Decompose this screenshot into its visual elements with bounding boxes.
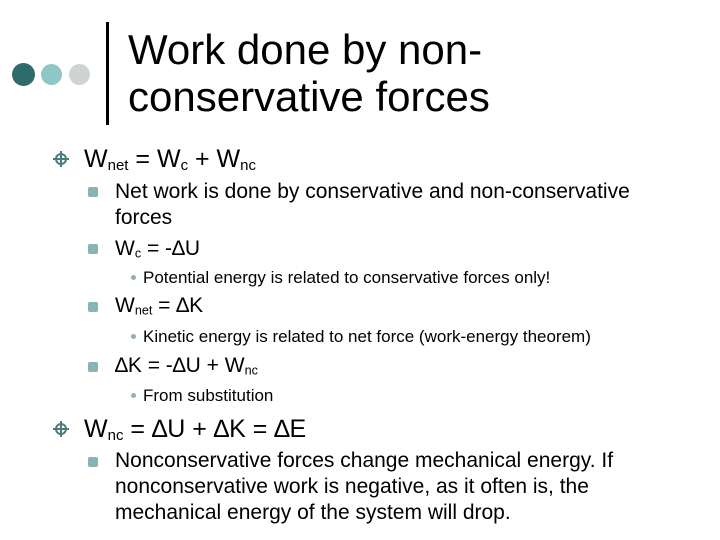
net-work-text-line-1: Net work is done by conservative and non-conservative [115,180,630,203]
equation-work-energy [115,294,203,318]
equation-nonconservative-work [84,414,306,444]
bullet-dot-icon [131,334,136,339]
eq-w: W [115,294,135,317]
eq-sub-net: net [134,303,153,318]
equation-substitution [115,354,258,378]
decorative-dot-dark [12,63,35,86]
bullet-square-icon [88,362,98,372]
mechanical-energy-text-line-2: nonconservative work is negative, as it often is, the [115,475,589,498]
potential-energy-note: Potential energy is related to conservative forces only! [143,268,551,287]
eq-w: W [115,237,135,260]
slide-title [128,26,688,120]
substitution-note: From substitution [143,386,274,405]
bullet-square-icon [88,187,98,197]
bullet-dot-icon [131,393,136,398]
eq-rest: = ∆U + ∆K = ∆E [123,415,307,443]
eq-sub-nc: nc [240,157,256,174]
eq-plus-w: + W [188,145,241,173]
eq-sub-c: c [180,157,189,174]
eq-text: ∆K = -∆U + W [115,354,245,377]
bullet-square-icon [88,244,98,254]
decorative-dot-gray [69,64,90,85]
net-work-text-line-2: forces [115,206,173,229]
eq-w: W [84,415,108,443]
equation-conservative-work [115,237,200,261]
eq-equals-w: = W [128,145,181,173]
eq-rest: = ∆K [152,294,204,317]
mechanical-energy-text-line-3: mechanical energy of the system will drop. [115,501,511,524]
eq-w: W [84,145,108,173]
eq-sub-net: net [107,157,129,174]
bullet-square-icon [88,302,98,312]
mechanical-energy-text-line-1: Nonconservative forces change mechanical energy. If [115,449,614,472]
equation-net-work [84,144,256,174]
eq-sub-nc: nc [107,427,124,444]
title-line-1: Work done by non- [128,26,483,73]
eq-sub-nc: nc [244,363,258,378]
bullet-ring-icon [55,153,67,165]
eq-rest: = -∆U [141,237,201,260]
title-line-2: conservative forces [128,73,490,120]
bullet-dot-icon [131,275,136,280]
title-divider [106,22,109,125]
bullet-ring-icon [55,423,67,435]
eq-sub-c: c [134,246,142,261]
decorative-dot-teal [41,64,62,85]
kinetic-energy-note: Kinetic energy is related to net force (work-energy theorem) [143,327,591,346]
bullet-square-icon [88,457,98,467]
